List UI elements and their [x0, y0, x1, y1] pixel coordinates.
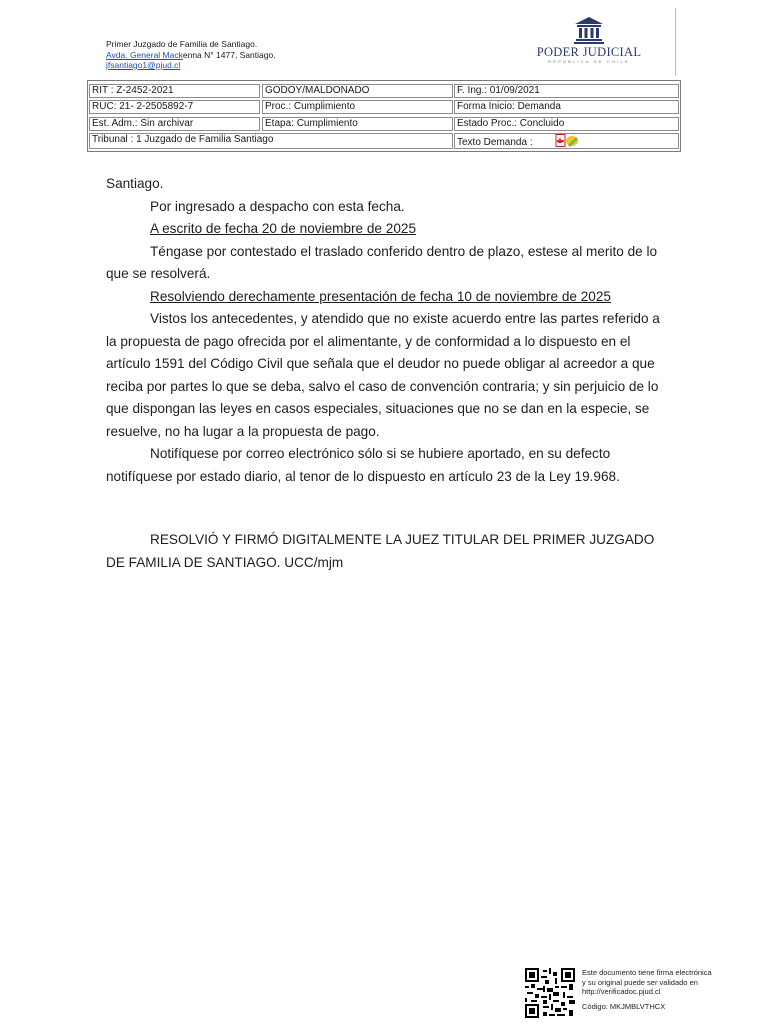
header-divider [675, 8, 676, 76]
court-header [106, 39, 276, 71]
cell-fecha-ingreso: F. Ing.: 01/09/2021 [454, 84, 679, 98]
cell-estado-proc: Estado Proc.: Concluido [454, 117, 679, 131]
address-rest: enna N° 1477, Santiago. [182, 49, 276, 60]
verify-code: Código: MKJMBLVTHCX [582, 1001, 666, 1011]
verify-url[interactable]: http://verificadoc.pjud.cl [582, 987, 661, 997]
cell-procedimiento: Proc.: Cumplimiento [262, 100, 453, 114]
poder-judicial-logo [533, 16, 645, 76]
address-link[interactable]: Avda. General Mack [106, 49, 183, 60]
cell-texto-demanda [454, 133, 679, 149]
verify-line-2: y su original puede ser validado en [582, 977, 698, 987]
cell-rit: RIT : Z-2452-2021 [89, 84, 260, 98]
heading-resolviendo: Resolviendo derechamente presentación de fecha 10 de noviembre de 2025 [150, 288, 611, 304]
cell-est-adm: Est. Adm.: Sin archivar [89, 117, 260, 131]
paragraph-traslado: Téngase por contestado el traslado conferido dentro de plazo, estese al merito de lo que se resolverá. [106, 243, 658, 281]
case-info-table [87, 80, 681, 152]
paragraph-ingreso: Por ingresado a despacho con esta fecha. [150, 198, 405, 214]
cell-parties: GODOY/MALDONADO [262, 84, 453, 98]
cell-ruc: RUC: 21- 2-2505892-7 [89, 100, 260, 114]
signature-statement: RESOLVIÓ Y FIRMÓ DIGITALMENTE LA JUEZ TITULAR DEL PRIMER JUZGADO DE FAMILIA DE SANTIAGO. UCC/mjm [106, 532, 655, 570]
pencil-icon[interactable] [565, 134, 579, 147]
resolution-body [106, 173, 666, 574]
court-name: Primer Juzgado de Familia de Santiago. [106, 39, 258, 49]
heading-escrito: A escrito de fecha 20 de noviembre de 2025 [150, 221, 417, 236]
logo-subtitle: REPÚBLICA DE CHILE [548, 59, 630, 64]
qr-code [525, 968, 575, 1018]
paragraph-vistos: Vistos los antecedentes, y atendido que no existe acuerdo entre las partes referido a la propuesta de pago ofrecida por el alimentante, y de conformidad a lo dispuesto en el artículo 1591 del Código Civil que señala que el deudor no puede obligar al acreedor a que reciba por partes lo que se deba, salvo el caso de convención contraria; y sin perjuicio de lo que dispongan las leyes en casos especiales, situaciones que no se dan en la especie, se resuelve, no ha lugar a la propuesta de pago. [106, 311, 660, 439]
paragraph-notifiquese: Notifíquese por correo electrónico sólo si se hubiere aportado, en su defecto notifíquese por estado diario, al tenor de lo dispuesto en artículo 23 de la Ley 19.968. [106, 446, 620, 484]
paragraph-city: Santiago. [106, 176, 164, 191]
cell-etapa: Etapa: Cumplimiento [262, 117, 453, 131]
verify-line-1: Este documento tiene firma electrónica [582, 968, 712, 977]
court-address [106, 50, 276, 61]
verification-note [582, 968, 712, 1011]
cell-forma-inicio: Forma Inicio: Demanda [454, 100, 679, 114]
courthouse-icon [574, 16, 604, 44]
cell-tribunal: Tribunal : 1 Juzgado de Familia Santiago [89, 133, 453, 149]
court-email-link[interactable]: jfsantiago1@pjud.cl [106, 60, 181, 70]
logo-title: PODER JUDICIAL [536, 45, 642, 59]
texto-demanda-label: Texto Demanda : [457, 137, 533, 148]
